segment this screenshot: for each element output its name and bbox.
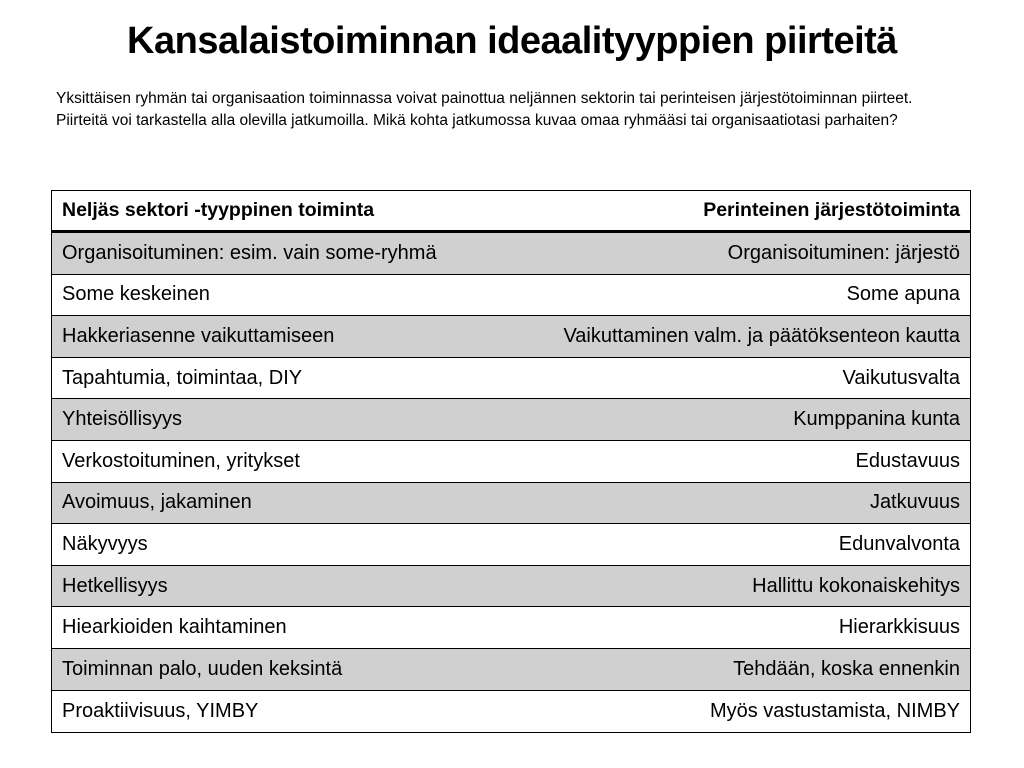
row-left: Proaktiivisuus, YIMBY: [62, 699, 259, 722]
row-left: Hiearkioiden kaihtaminen: [62, 616, 287, 639]
row-right: Some apuna: [846, 283, 960, 306]
table-row: [52, 399, 970, 441]
table-row: [52, 524, 970, 566]
row-left: Avoimuus, jakaminen: [62, 491, 252, 514]
table-row: [52, 441, 970, 483]
intro-text: Yksittäisen ryhmän tai organisaation toiminnassa voivat painottua neljännen sektorin tai perinteisen järjestötoiminnan piirteet. Piirteitä voi tarkastella alla olevilla jatkumoilla. Mikä kohta jatkumossa kuvaa omaa ryhmääsi tai organisaatiotasi parhaiten?: [56, 90, 913, 129]
row-right: Hierarkkisuus: [838, 616, 960, 639]
row-right: Kumppanina kunta: [793, 408, 960, 431]
row-right: Vaikuttaminen valm. ja päätöksenteon kautta: [563, 324, 960, 347]
table-row: [52, 566, 970, 608]
row-right: Hallittu kokonaiskehitys: [752, 574, 960, 597]
table-row: [52, 316, 970, 358]
table-row: [52, 358, 970, 400]
row-right: Tehdään, koska ennenkin: [733, 657, 960, 680]
row-left: Näkyvyys: [62, 532, 148, 555]
table-header: [52, 191, 970, 233]
row-left: Tapahtumia, toimintaa, DIY: [62, 366, 303, 389]
page-title: Kansalaistoiminnan ideaalityyppien piirteitä: [127, 20, 897, 62]
row-left: Yhteisöllisyys: [62, 408, 183, 431]
table-row: [52, 233, 970, 275]
table-row: [52, 275, 970, 317]
row-right: Vaikutusvalta: [842, 366, 960, 389]
header-right: Perinteinen järjestötoiminta: [703, 199, 960, 221]
table-row: [52, 691, 970, 733]
row-left: Verkostoituminen, yritykset: [62, 449, 300, 472]
row-left: Organisoituminen: esim. vain some-ryhmä: [62, 241, 437, 264]
row-left: Toiminnan palo, uuden keksintä: [62, 657, 343, 680]
table-row: [52, 483, 970, 525]
header-left: Neljäs sektori -tyyppinen toiminta: [62, 199, 375, 221]
row-right: Organisoituminen: järjestö: [727, 241, 960, 264]
row-left: Some keskeinen: [62, 283, 210, 306]
row-left: Hetkellisyys: [62, 574, 168, 597]
table-row: [52, 607, 970, 649]
row-right: Myös vastustamista, NIMBY: [709, 699, 960, 722]
row-left: Hakkeriasenne vaikuttamiseen: [62, 324, 335, 347]
table-row: [52, 649, 970, 691]
row-right: Edustavuus: [855, 449, 960, 472]
row-right: Edunvalvonta: [838, 532, 960, 555]
comparison-table: [51, 190, 971, 733]
row-right: Jatkuvuus: [869, 491, 960, 514]
